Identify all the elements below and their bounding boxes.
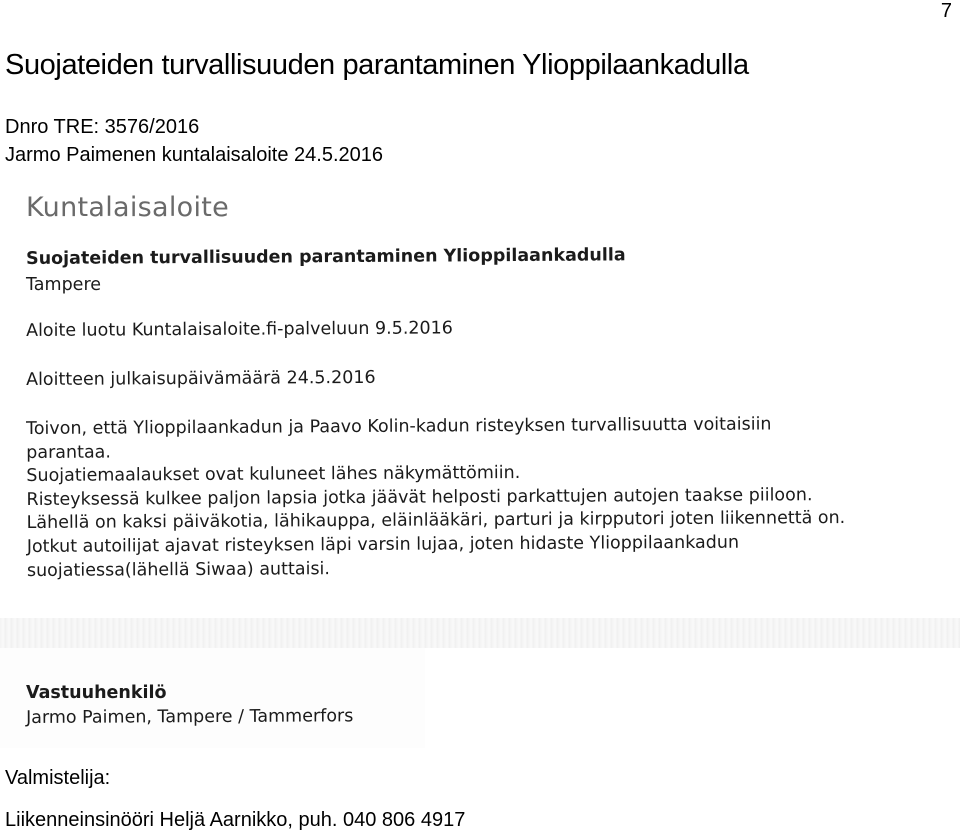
scan-subject: Suojateiden turvallisuuden parantaminen Ylioppilaankadulla <box>26 245 626 269</box>
page-title: Suojateiden turvallisuuden parantaminen Ylioppilaankadulla <box>5 49 749 81</box>
scan-body-line: Lähellä on kaksi päiväkotia, lähikauppa, eläinlääkäri, parturi ja kirpputori joten liikennettä on. <box>26 508 846 534</box>
preparer-label: Valmistelija: <box>5 767 111 789</box>
scan-body-line: Toivon, että Ylioppilaankadun ja Paavo Kolin-kadun risteyksen turvallisuutta voitaisiin <box>26 414 772 439</box>
scan-body-line: suojatiessa(lähellä Siwaa) auttaisi. <box>26 558 331 581</box>
scan-created-date: Aloite luotu Kuntalaisaloite.fi-palveluun 9.5.2016 <box>26 318 453 341</box>
preparer-name: Liikenneinsinööri Heljä Aarnikko, puh. 040 806 4917 <box>5 809 466 831</box>
scan-city: Tampere <box>26 275 102 295</box>
scan-body-line: Risteyksessä kulkee paljon lapsia jotka jäävät helposti parkattujen autojen taakse piiloon. <box>26 484 813 510</box>
scan-contact-label: Vastuuhenkilö <box>26 683 167 703</box>
scanned-initiative <box>0 178 960 748</box>
scan-body-line: Jotkut autoilijat ajavat risteyksen läpi varsin lujaa, joten hidaste Ylioppilaankadun <box>26 532 740 557</box>
scan-body <box>26 412 947 583</box>
scan-body-line: Suojatiemaalaukset ovat kuluneet lähes näkymättömiin. <box>26 463 521 487</box>
page-number: 7 <box>940 0 952 22</box>
scan-body-line: parantaa. <box>26 442 111 463</box>
scan-heading: Kuntalaisaloite <box>26 192 230 223</box>
initiative-author-line: Jarmo Paimenen kuntalaisaloite 24.5.2016 <box>5 144 384 166</box>
scan-published-date: Aloitteen julkaisupäivämäärä 24.5.2016 <box>26 367 376 390</box>
record-number: Dnro TRE: 3576/2016 <box>5 116 200 138</box>
scan-artifact-band <box>0 618 960 648</box>
scan-contact-name: Jarmo Paimen, Tampere / Tammerfors <box>26 706 354 728</box>
